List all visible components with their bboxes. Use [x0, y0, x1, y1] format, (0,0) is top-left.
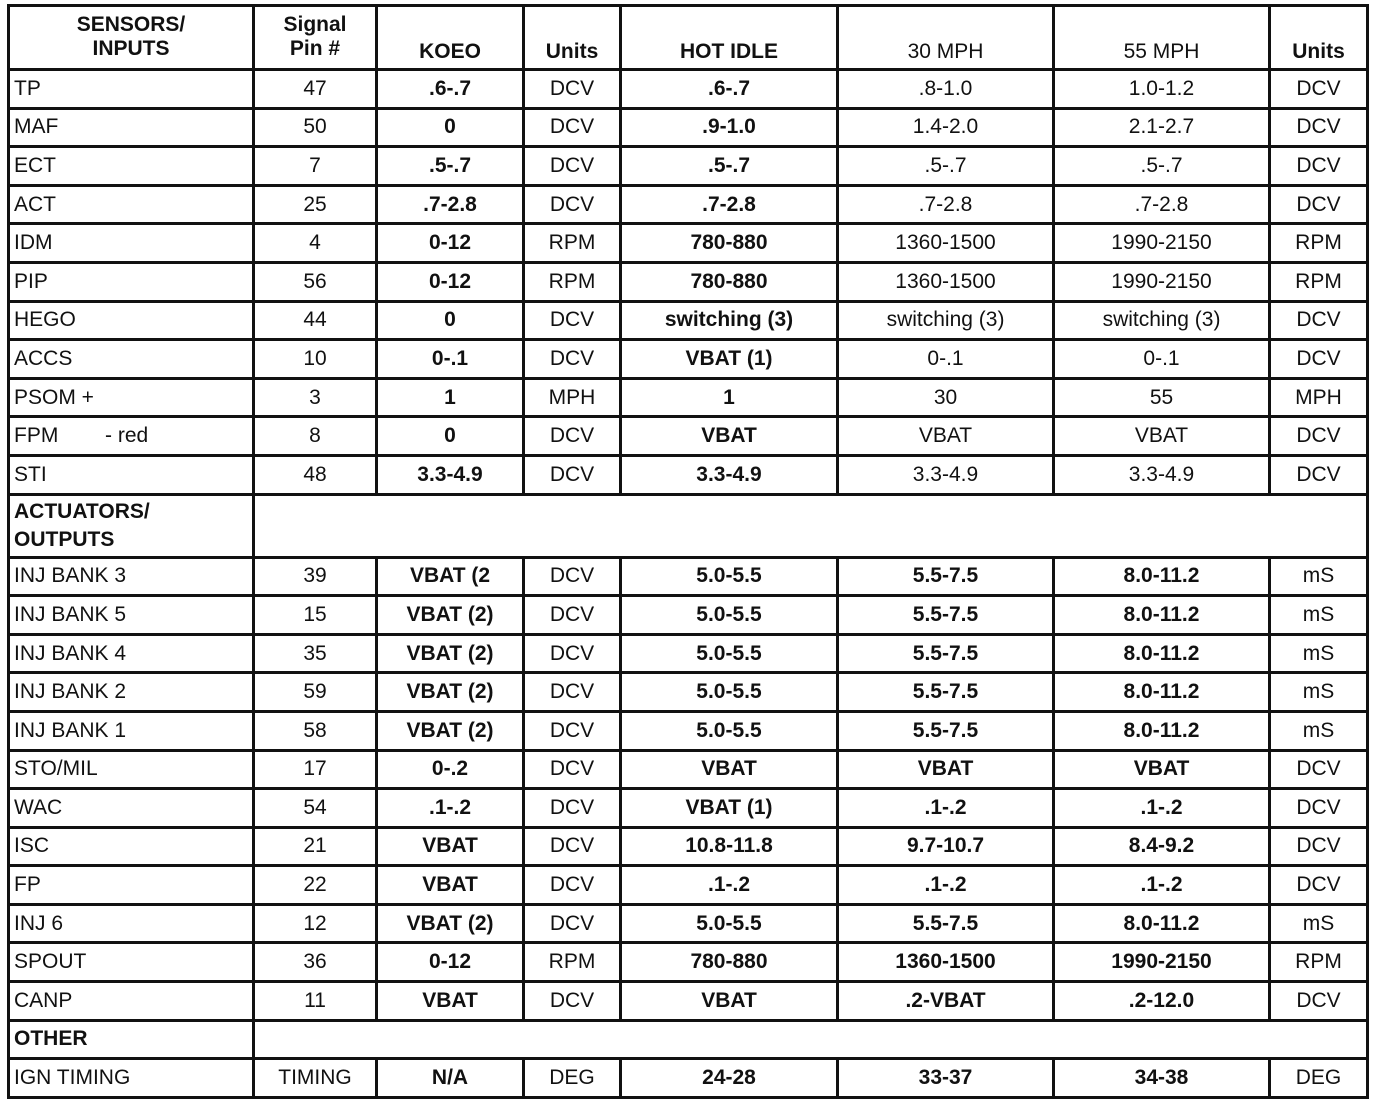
units: DCV: [524, 340, 621, 379]
mph30-value: 3.3-4.9: [838, 455, 1054, 494]
hot-idle-value: VBAT (1): [621, 789, 838, 828]
signal-pin: 12: [254, 904, 377, 943]
mph30-value: VBAT: [838, 750, 1054, 789]
row-name: INJ BANK 2: [9, 673, 254, 712]
units: DCV: [524, 673, 621, 712]
mph55-value: 2.1-2.7: [1054, 108, 1270, 147]
mph55-value: 8.0-11.2: [1054, 557, 1270, 596]
signal-pin: 17: [254, 750, 377, 789]
mph30-value: .1-.2: [838, 789, 1054, 828]
units-2: DCV: [1270, 827, 1368, 866]
header-sensors-inputs: SENSORS/ INPUTS: [9, 6, 254, 70]
koeo-value: 0: [377, 417, 524, 456]
units-2: RPM: [1270, 262, 1368, 301]
mph30-value: 5.5-7.5: [838, 673, 1054, 712]
mph30-value: 5.5-7.5: [838, 711, 1054, 750]
signal-pin: TIMING: [254, 1059, 377, 1098]
units: DCV: [524, 557, 621, 596]
signal-pin: 8: [254, 417, 377, 456]
input-row: [9, 224, 1368, 263]
mph55-value: 1990-2150: [1054, 943, 1270, 982]
mph55-value: .1-.2: [1054, 866, 1270, 905]
mph30-value: 5.5-7.5: [838, 904, 1054, 943]
input-row: [9, 185, 1368, 224]
signal-pin: 7: [254, 147, 377, 186]
mph55-value: 8.0-11.2: [1054, 596, 1270, 635]
koeo-value: .5-.7: [377, 147, 524, 186]
mph30-value: 9.7-10.7: [838, 827, 1054, 866]
signal-pin: 47: [254, 70, 377, 109]
hot-idle-value: .6-.7: [621, 70, 838, 109]
units-2: MPH: [1270, 378, 1368, 417]
koeo-value: VBAT (2): [377, 673, 524, 712]
header-row: [9, 6, 1368, 70]
units-2: mS: [1270, 904, 1368, 943]
header-30-mph: 30 MPH: [838, 6, 1054, 70]
row-name: TP: [9, 70, 254, 109]
koeo-value: VBAT (2: [377, 557, 524, 596]
signal-pin: 56: [254, 262, 377, 301]
row-name: HEGO: [9, 301, 254, 340]
signal-pin: 54: [254, 789, 377, 828]
koeo-value: VBAT (2): [377, 711, 524, 750]
units-2: DCV: [1270, 301, 1368, 340]
row-name: ACCS: [9, 340, 254, 379]
hot-idle-value: 5.0-5.5: [621, 596, 838, 635]
hot-idle-value: .9-1.0: [621, 108, 838, 147]
row-name: ACT: [9, 185, 254, 224]
units: DCV: [524, 789, 621, 828]
signal-pin: 35: [254, 634, 377, 673]
units: DCV: [524, 982, 621, 1021]
koeo-value: .1-.2: [377, 789, 524, 828]
units-2: DCV: [1270, 147, 1368, 186]
units-2: DEG: [1270, 1059, 1368, 1098]
koeo-value: VBAT: [377, 866, 524, 905]
signal-pin: 4: [254, 224, 377, 263]
units-2: DCV: [1270, 340, 1368, 379]
mph55-value: 8.0-11.2: [1054, 673, 1270, 712]
hot-idle-value: switching (3): [621, 301, 838, 340]
mph55-value: 0-.1: [1054, 340, 1270, 379]
units-2: DCV: [1270, 866, 1368, 905]
koeo-value: VBAT (2): [377, 596, 524, 635]
koeo-value: 0: [377, 301, 524, 340]
units-2: mS: [1270, 557, 1368, 596]
header-units-2: Units: [1270, 6, 1368, 70]
units: DCV: [524, 866, 621, 905]
mph30-value: 1.4-2.0: [838, 108, 1054, 147]
mph30-value: VBAT: [838, 417, 1054, 456]
row-name: IDM: [9, 224, 254, 263]
mph55-value: 8.0-11.2: [1054, 904, 1270, 943]
input-row: [9, 378, 1368, 417]
units: RPM: [524, 943, 621, 982]
units-2: DCV: [1270, 982, 1368, 1021]
koeo-value: N/A: [377, 1059, 524, 1098]
units: DCV: [524, 70, 621, 109]
units: DCV: [524, 185, 621, 224]
outputs-section-header: [9, 494, 1368, 557]
mph55-value: 8.4-9.2: [1054, 827, 1270, 866]
row-name: ECT: [9, 147, 254, 186]
signal-pin: 48: [254, 455, 377, 494]
row-name: INJ BANK 3: [9, 557, 254, 596]
mph30-value: 5.5-7.5: [838, 634, 1054, 673]
signal-pin: 10: [254, 340, 377, 379]
output-row: [9, 827, 1368, 866]
output-row: [9, 750, 1368, 789]
units: MPH: [524, 378, 621, 417]
row-name: INJ BANK 1: [9, 711, 254, 750]
units: DCV: [524, 827, 621, 866]
units: RPM: [524, 224, 621, 263]
row-name: SPOUT: [9, 943, 254, 982]
mph30-value: 30: [838, 378, 1054, 417]
mph55-value: .1-.2: [1054, 789, 1270, 828]
input-row: [9, 340, 1368, 379]
koeo-value: 0: [377, 108, 524, 147]
units-2: DCV: [1270, 789, 1368, 828]
signal-pin: 15: [254, 596, 377, 635]
hot-idle-value: VBAT: [621, 750, 838, 789]
hot-idle-value: .7-2.8: [621, 185, 838, 224]
units-2: DCV: [1270, 185, 1368, 224]
mph30-value: .7-2.8: [838, 185, 1054, 224]
mph30-value: 1360-1500: [838, 262, 1054, 301]
hot-idle-value: 1: [621, 378, 838, 417]
hot-idle-value: 5.0-5.5: [621, 673, 838, 712]
units: DCV: [524, 301, 621, 340]
hot-idle-value: VBAT: [621, 982, 838, 1021]
row-name: PSOM +: [9, 378, 254, 417]
koeo-value: .6-.7: [377, 70, 524, 109]
mph30-value: 1360-1500: [838, 224, 1054, 263]
header-55-mph: 55 MPH: [1054, 6, 1270, 70]
signal-pin: 58: [254, 711, 377, 750]
units-2: RPM: [1270, 224, 1368, 263]
header-hot-idle: HOT IDLE: [621, 6, 838, 70]
table-body: [9, 70, 1368, 1098]
row-name: WAC: [9, 789, 254, 828]
signal-pin: 59: [254, 673, 377, 712]
koeo-value: .7-2.8: [377, 185, 524, 224]
hot-idle-value: 10.8-11.8: [621, 827, 838, 866]
mph55-value: 8.0-11.2: [1054, 634, 1270, 673]
mph30-value: 1360-1500: [838, 943, 1054, 982]
units: DCV: [524, 455, 621, 494]
row-name: ISC: [9, 827, 254, 866]
mph30-value: 0-.1: [838, 340, 1054, 379]
signal-pin: 11: [254, 982, 377, 1021]
hot-idle-value: 3.3-4.9: [621, 455, 838, 494]
input-row: [9, 455, 1368, 494]
hot-idle-value: .5-.7: [621, 147, 838, 186]
units: DCV: [524, 634, 621, 673]
mph30-value: .2-VBAT: [838, 982, 1054, 1021]
row-name: IGN TIMING: [9, 1059, 254, 1098]
units: DCV: [524, 147, 621, 186]
signal-pin: 21: [254, 827, 377, 866]
mph30-value: switching (3): [838, 301, 1054, 340]
sensor-spec-table: [7, 4, 1369, 1099]
units: DCV: [524, 750, 621, 789]
koeo-value: 0-12: [377, 262, 524, 301]
koeo-value: VBAT (2): [377, 634, 524, 673]
output-row: [9, 943, 1368, 982]
mph55-value: 1990-2150: [1054, 262, 1270, 301]
signal-pin: 3: [254, 378, 377, 417]
units-2: mS: [1270, 711, 1368, 750]
units-2: mS: [1270, 634, 1368, 673]
header-units: Units: [524, 6, 621, 70]
input-row: [9, 108, 1368, 147]
units: DCV: [524, 417, 621, 456]
mph55-value: 3.3-4.9: [1054, 455, 1270, 494]
other-section-header: [9, 1020, 1368, 1059]
hot-idle-value: VBAT: [621, 417, 838, 456]
output-row: [9, 982, 1368, 1021]
mph55-value: 8.0-11.2: [1054, 711, 1270, 750]
hot-idle-value: 5.0-5.5: [621, 634, 838, 673]
row-name: STI: [9, 455, 254, 494]
koeo-value: 0-.2: [377, 750, 524, 789]
row-name: STO/MIL: [9, 750, 254, 789]
hot-idle-value: VBAT (1): [621, 340, 838, 379]
other-section-header-label: OTHER: [9, 1020, 254, 1059]
units-2: mS: [1270, 596, 1368, 635]
units: DCV: [524, 711, 621, 750]
signal-pin: 22: [254, 866, 377, 905]
input-row: [9, 147, 1368, 186]
input-row: [9, 301, 1368, 340]
koeo-value: 0-12: [377, 943, 524, 982]
mph55-value: .7-2.8: [1054, 185, 1270, 224]
signal-pin: 50: [254, 108, 377, 147]
koeo-value: VBAT: [377, 827, 524, 866]
units-2: DCV: [1270, 70, 1368, 109]
mph55-value: .2-12.0: [1054, 982, 1270, 1021]
mph55-value: .5-.7: [1054, 147, 1270, 186]
units-2: RPM: [1270, 943, 1368, 982]
units-2: DCV: [1270, 417, 1368, 456]
output-row: [9, 596, 1368, 635]
mph55-value: VBAT: [1054, 417, 1270, 456]
mph30-value: .5-.7: [838, 147, 1054, 186]
row-name: FP: [9, 866, 254, 905]
mph55-value: 34-38: [1054, 1059, 1270, 1098]
hot-idle-value: 780-880: [621, 224, 838, 263]
input-row: [9, 262, 1368, 301]
koeo-value: 0-.1: [377, 340, 524, 379]
mph55-value: switching (3): [1054, 301, 1270, 340]
mph55-value: 55: [1054, 378, 1270, 417]
row-name: INJ 6: [9, 904, 254, 943]
output-row: [9, 634, 1368, 673]
units: DCV: [524, 108, 621, 147]
output-row: [9, 711, 1368, 750]
mph55-value: VBAT: [1054, 750, 1270, 789]
mph30-value: .1-.2: [838, 866, 1054, 905]
output-row: [9, 557, 1368, 596]
row-name: MAF: [9, 108, 254, 147]
row-name: PIP: [9, 262, 254, 301]
units: RPM: [524, 262, 621, 301]
hot-idle-value: 5.0-5.5: [621, 557, 838, 596]
units: DEG: [524, 1059, 621, 1098]
mph55-value: 1.0-1.2: [1054, 70, 1270, 109]
koeo-value: 3.3-4.9: [377, 455, 524, 494]
mph55-value: 1990-2150: [1054, 224, 1270, 263]
signal-pin: 39: [254, 557, 377, 596]
output-row: [9, 866, 1368, 905]
other-section-header-blank: [254, 1020, 1368, 1059]
mph30-value: .8-1.0: [838, 70, 1054, 109]
koeo-value: 1: [377, 378, 524, 417]
koeo-value: VBAT: [377, 982, 524, 1021]
units-2: DCV: [1270, 750, 1368, 789]
output-row: [9, 904, 1368, 943]
units-2: DCV: [1270, 455, 1368, 494]
units-2: mS: [1270, 673, 1368, 712]
mph30-value: 33-37: [838, 1059, 1054, 1098]
row-name: INJ BANK 4: [9, 634, 254, 673]
signal-pin: 36: [254, 943, 377, 982]
hot-idle-value: .1-.2: [621, 866, 838, 905]
units-2: DCV: [1270, 108, 1368, 147]
mph30-value: 5.5-7.5: [838, 596, 1054, 635]
koeo-value: 0-12: [377, 224, 524, 263]
signal-pin: 25: [254, 185, 377, 224]
other-row: [9, 1059, 1368, 1098]
header-koeo: KOEO: [377, 6, 524, 70]
hot-idle-value: 5.0-5.5: [621, 904, 838, 943]
row-name: INJ BANK 5: [9, 596, 254, 635]
output-row: [9, 789, 1368, 828]
hot-idle-value: 780-880: [621, 262, 838, 301]
hot-idle-value: 24-28: [621, 1059, 838, 1098]
outputs-section-header-label: ACTUATORS/ OUTPUTS: [9, 494, 254, 557]
signal-pin: 44: [254, 301, 377, 340]
outputs-section-header-blank: [254, 494, 1368, 557]
units: DCV: [524, 596, 621, 635]
koeo-value: VBAT (2): [377, 904, 524, 943]
hot-idle-value: 5.0-5.5: [621, 711, 838, 750]
mph30-value: 5.5-7.5: [838, 557, 1054, 596]
input-row: [9, 417, 1368, 456]
output-row: [9, 673, 1368, 712]
input-row: [9, 70, 1368, 109]
units: DCV: [524, 904, 621, 943]
row-name: CANP: [9, 982, 254, 1021]
header-signal-pin: Signal Pin #: [254, 6, 377, 70]
row-name: FPM - red: [9, 417, 254, 456]
hot-idle-value: 780-880: [621, 943, 838, 982]
